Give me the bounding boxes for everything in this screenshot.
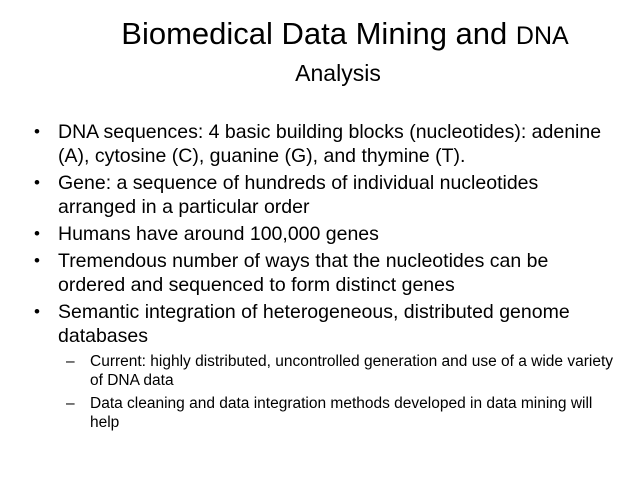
bullet-item: [34, 222, 614, 246]
bullet-text: Semantic integration of heterogeneous, distributed genome databases: [58, 301, 570, 347]
sub-bullet-list: [58, 352, 614, 432]
slide-content: [34, 120, 614, 436]
bullet-item: [34, 249, 614, 297]
bullet-marker: •: [34, 224, 40, 243]
bullet-text: Tremendous number of ways that the nucleotides can be ordered and sequenced to form distinct genes: [58, 250, 549, 296]
slide-title: [0, 14, 638, 88]
bullet-text: Gene: a sequence of hundreds of individual nucleotides arranged in a particular order: [58, 172, 539, 218]
bullet-marker: •: [34, 302, 40, 321]
bullet-text: Humans have around 100,000 genes: [58, 223, 379, 245]
title-line-1: [0, 14, 638, 56]
bullet-item: [34, 171, 614, 219]
sub-bullet-item: [58, 394, 614, 432]
title-dna-text: DNA: [515, 22, 569, 50]
sub-bullet-text: Data cleaning and data integration methods developed in data mining will help: [90, 395, 593, 431]
title-line-2: Analysis: [295, 60, 381, 86]
sub-bullet-marker: –: [66, 395, 75, 412]
bullet-marker: •: [34, 173, 40, 192]
title-main-text: Biomedical Data Mining and: [121, 16, 508, 51]
sub-bullet-text: Current: highly distributed, uncontrolled generation and use of a wide variety of DNA data: [90, 353, 614, 389]
sub-bullet-marker: –: [66, 353, 75, 370]
sub-bullet-item: [58, 352, 614, 390]
bullet-item: [34, 300, 614, 432]
bullet-marker: •: [34, 251, 40, 270]
bullet-list: [34, 120, 614, 432]
bullet-marker: •: [34, 122, 40, 141]
bullet-text: DNA sequences: 4 basic building blocks (nucleotides): adenine (A), cytosine (C), guanine (G), and thymine (T).: [58, 121, 602, 167]
bullet-item: [34, 120, 614, 168]
